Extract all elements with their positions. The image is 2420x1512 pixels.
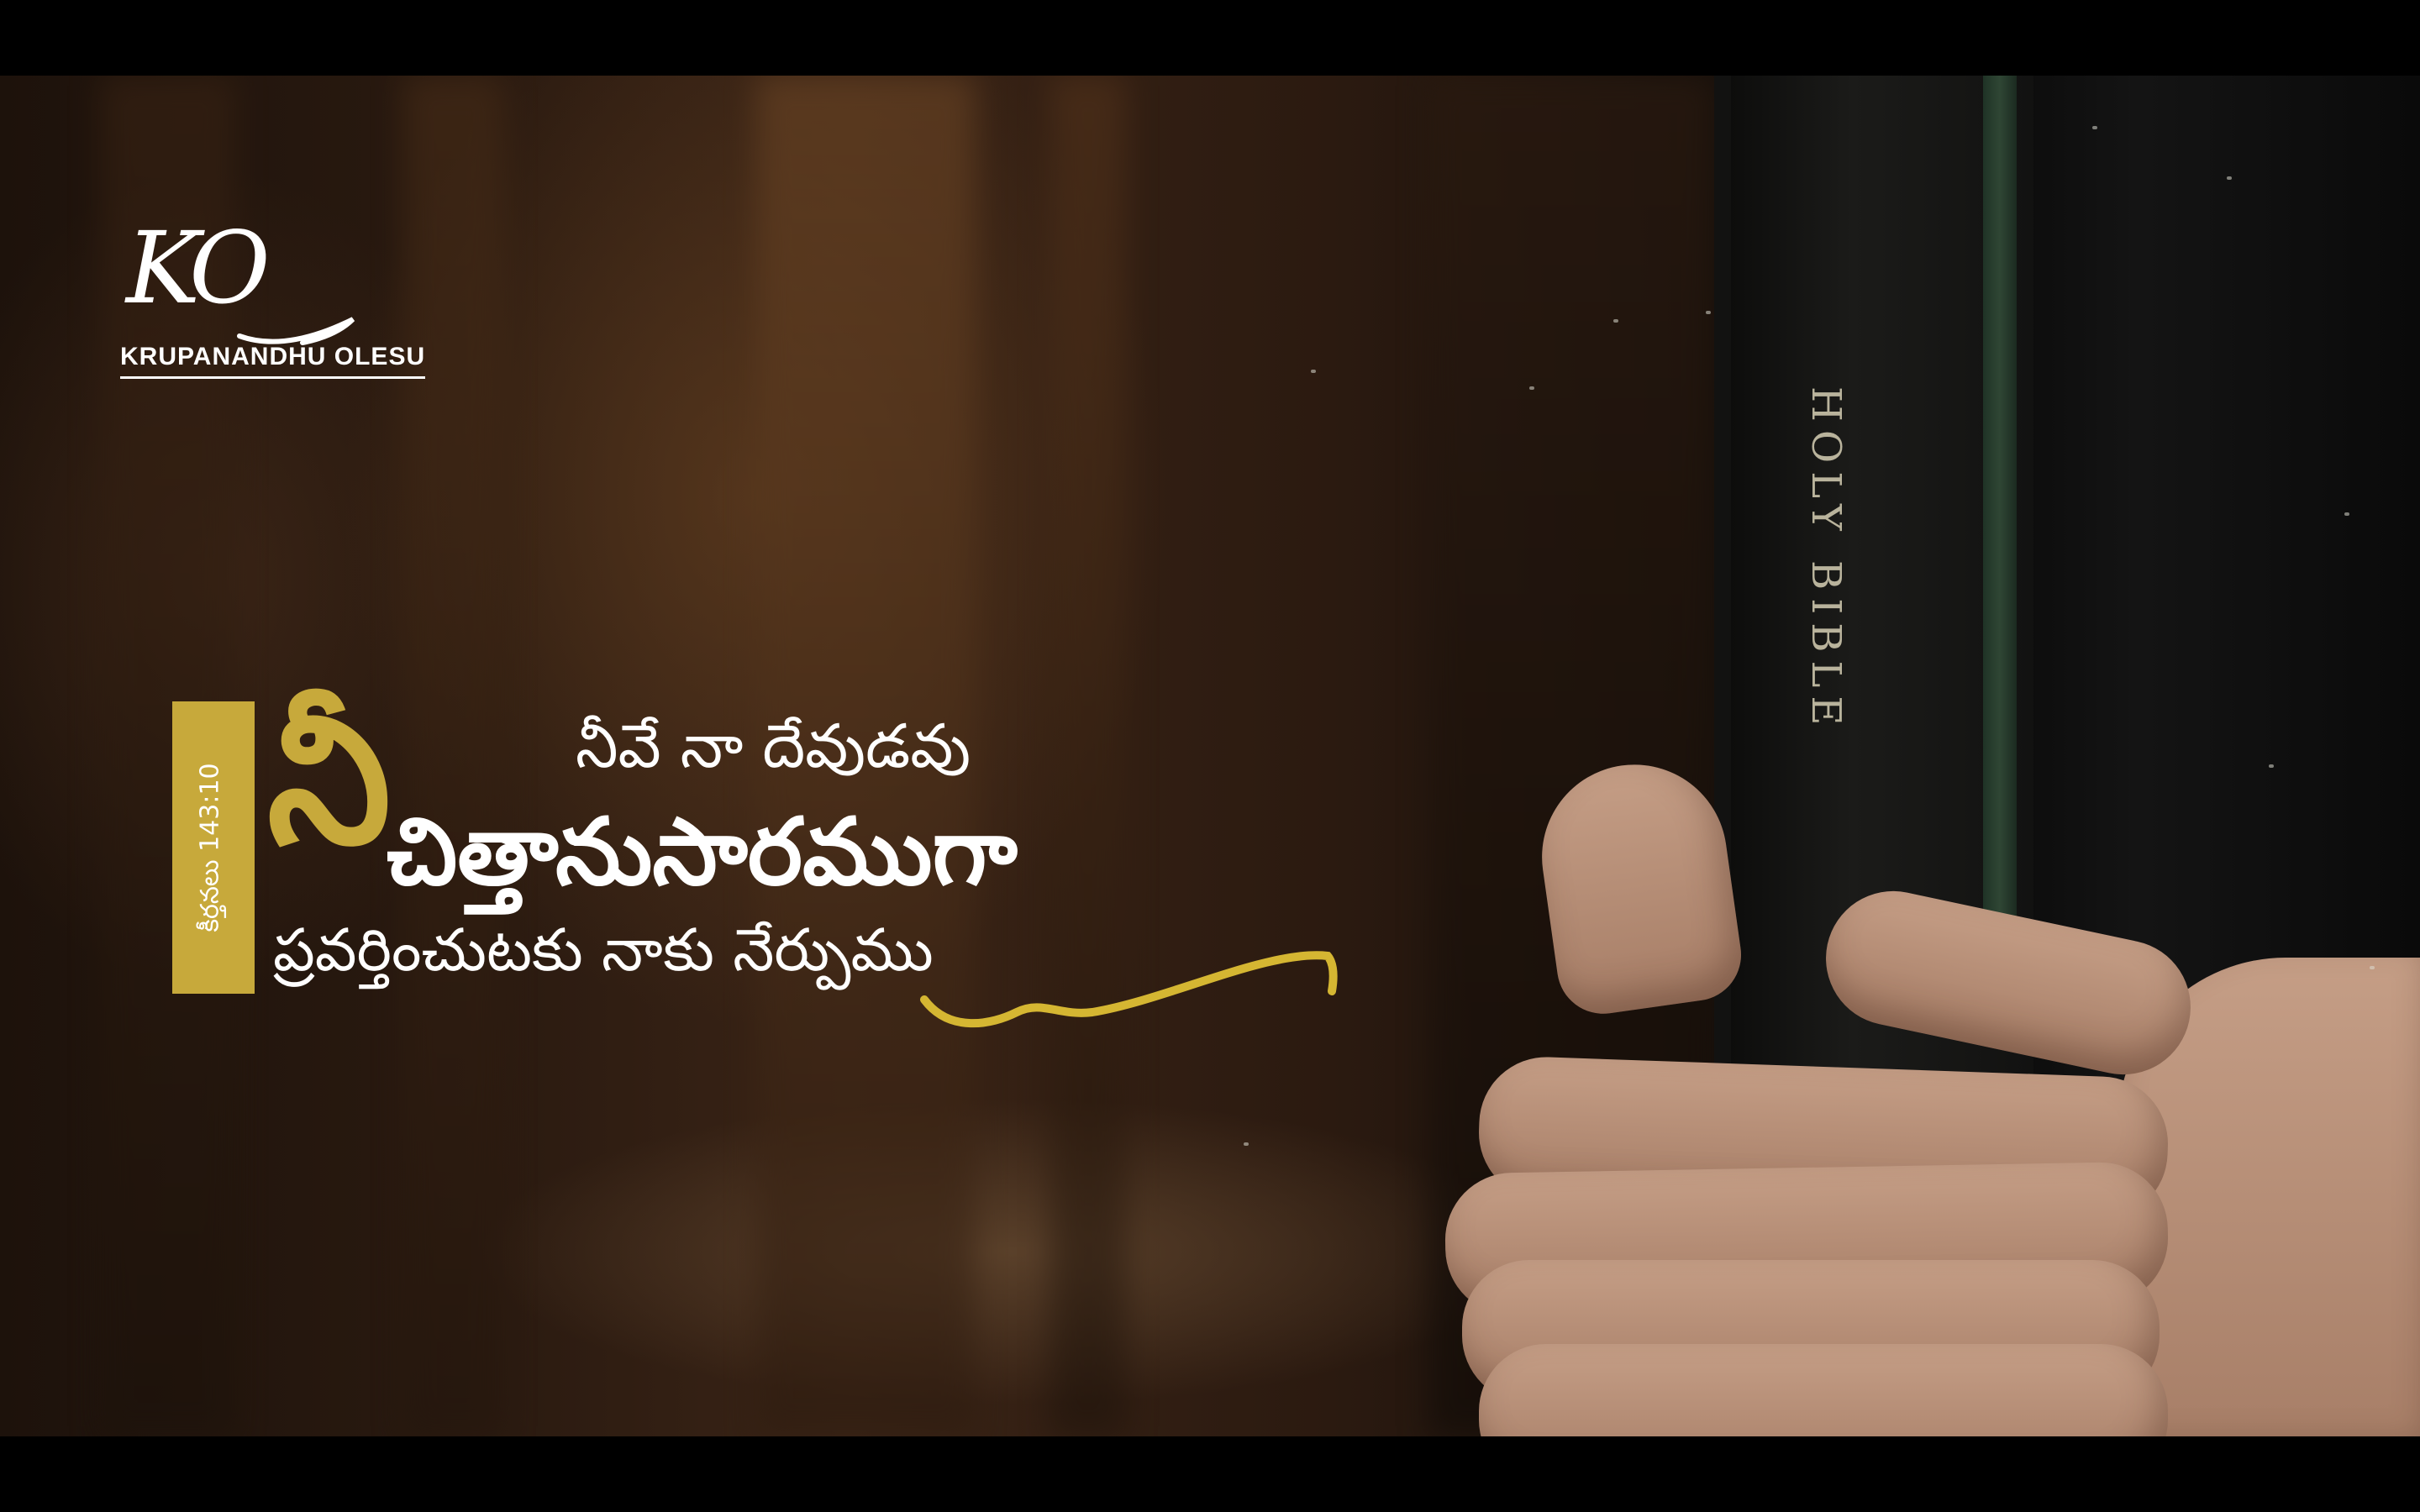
channel-logo	[118, 210, 426, 403]
hand-finger	[1479, 1344, 2168, 1436]
logo-name: KRUPANANDHU OLESU	[120, 343, 425, 379]
bible-page-edge	[1983, 76, 2017, 983]
verse-initial: నీ	[267, 678, 392, 884]
verse-reference-box	[172, 701, 255, 994]
dust-speck	[1613, 319, 1618, 323]
dust-speck	[2227, 176, 2232, 180]
dust-speck	[1244, 1142, 1249, 1146]
verse-reference: కీర్తనలు 143:10	[196, 763, 225, 932]
underline-swoosh	[916, 932, 1344, 1050]
dust-speck	[2370, 966, 2375, 969]
dust-speck	[2269, 764, 2274, 768]
logo-mark: KO	[126, 210, 262, 326]
video-frame	[0, 76, 2420, 1436]
verse-line-3: ప్రవర్తించుటకు నాకు నేర్పుము	[273, 916, 934, 984]
verse-line-2: చిత్తానుసారముగా	[387, 798, 1018, 906]
bible-title: HOLY BIBLE	[1802, 386, 1849, 734]
background-shelf	[1050, 76, 1126, 1436]
dust-speck	[1529, 386, 1534, 390]
dust-speck	[2344, 512, 2349, 516]
verse-line-1: నీవే నా దేవుడవు	[576, 711, 971, 781]
dust-speck	[1311, 370, 1316, 373]
dust-speck	[1706, 311, 1711, 314]
dust-speck	[2092, 126, 2097, 129]
background-shelf	[403, 76, 504, 1436]
